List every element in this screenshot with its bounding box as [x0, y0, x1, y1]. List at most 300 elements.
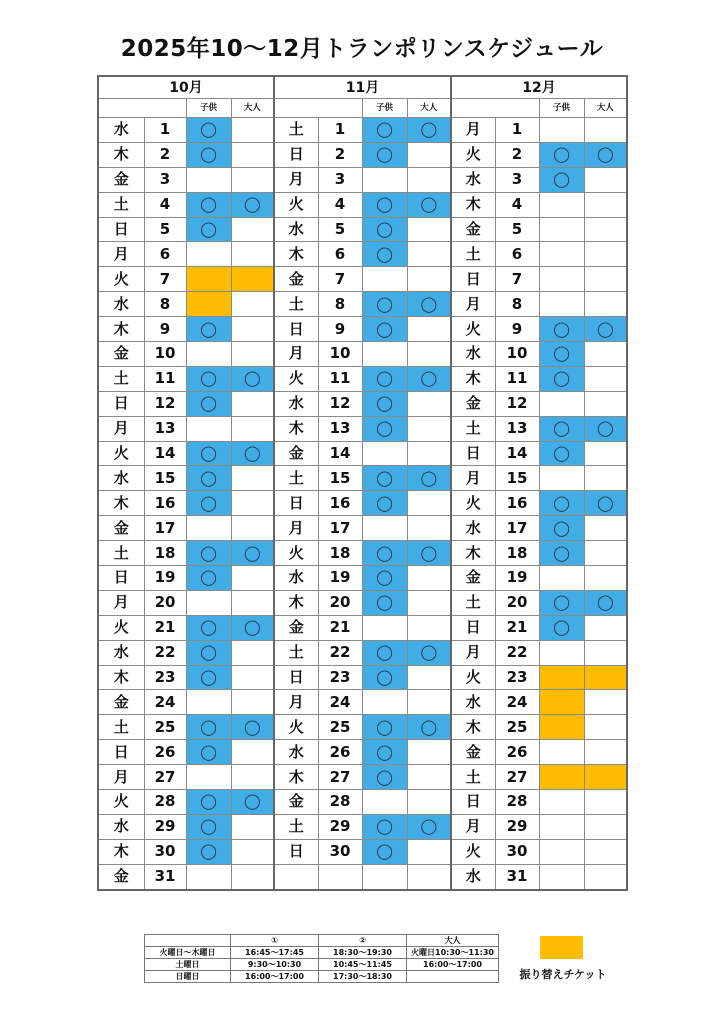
weekday-cell: 土: [98, 192, 144, 217]
date-cell: 14: [318, 441, 362, 466]
weekday-cell: 月: [98, 765, 144, 790]
date-cell: 9: [318, 317, 362, 342]
date-cell: 25: [495, 715, 539, 740]
kids-slot-open: ◯: [186, 466, 231, 491]
date-cell: 20: [495, 590, 539, 615]
date-cell: 3: [144, 167, 186, 192]
weekday-cell: 木: [274, 242, 318, 267]
adults-slot: [231, 516, 274, 541]
kids-slot-open: ◯: [362, 466, 407, 491]
adults-slot: [584, 342, 627, 367]
weekday-cell: 月: [451, 814, 495, 839]
weekday-cell: 月: [451, 118, 495, 143]
time-table-cell: 土曜日: [145, 959, 231, 971]
schedule-table: [97, 75, 628, 891]
weekday-cell: 土: [451, 416, 495, 441]
weekday-cell: 水: [274, 740, 318, 765]
weekday-cell: 土: [98, 541, 144, 566]
date-cell: 23: [495, 665, 539, 690]
time-table-header: [145, 935, 499, 947]
date-cell: 13: [318, 416, 362, 441]
adults-slot: [584, 516, 627, 541]
date-cell: 18: [144, 541, 186, 566]
adults-slot-open: ◯: [407, 292, 451, 317]
kids-slot-open: ◯: [362, 118, 407, 143]
weekday-cell: 木: [451, 715, 495, 740]
date-cell: 21: [144, 615, 186, 640]
date-cell: 1: [144, 118, 186, 143]
date-cell: 28: [495, 790, 539, 815]
page-title: 2025年10〜12月トランポリンスケジュール: [120, 36, 604, 62]
adults-slot: [584, 267, 627, 292]
day-row: [98, 167, 627, 192]
adults-slot: [231, 740, 274, 765]
weekday-cell: 水: [451, 864, 495, 889]
weekday-cell: 日: [451, 790, 495, 815]
kids-slot: [186, 516, 231, 541]
weekday-cell: 金: [451, 217, 495, 242]
weekday-cell: 土: [451, 765, 495, 790]
adults-slot: [231, 640, 274, 665]
kids-slot-open: ◯: [186, 118, 231, 143]
date-cell: 5: [495, 217, 539, 242]
kids-slot-open: ◯: [186, 391, 231, 416]
adults-slot: [584, 292, 627, 317]
time-table-cell: 16:00〜17:00: [407, 959, 499, 971]
adults-slot: [407, 615, 451, 640]
kids-slot-open: ◯: [362, 566, 407, 591]
weekday-cell: 月: [451, 640, 495, 665]
weekday-cell: 火: [451, 665, 495, 690]
weekday-cell: 日: [274, 839, 318, 864]
adults-slot: [584, 466, 627, 491]
adults-slot: [407, 342, 451, 367]
weekday-cell: 日: [451, 615, 495, 640]
date-cell: 7: [495, 267, 539, 292]
weekday-cell: 水: [274, 391, 318, 416]
adults-slot-transfer: [231, 267, 274, 292]
sub-header-blank: [451, 99, 539, 118]
kids-slot-transfer: [539, 765, 584, 790]
date-cell: 8: [144, 292, 186, 317]
kids-slot-open: ◯: [362, 715, 407, 740]
date-cell: 27: [318, 765, 362, 790]
kids-slot-open: ◯: [362, 814, 407, 839]
weekday-cell: 月: [451, 466, 495, 491]
weekday-cell: 木: [98, 142, 144, 167]
weekday-cell: 月: [274, 690, 318, 715]
adults-slot: [231, 839, 274, 864]
date-cell: 5: [144, 217, 186, 242]
weekday-cell: 火: [98, 615, 144, 640]
weekday-cell: 土: [98, 366, 144, 391]
date-cell: 9: [495, 317, 539, 342]
day-row: [98, 640, 627, 665]
month-header: 12月: [451, 76, 627, 99]
adults-header: 大人: [231, 99, 274, 118]
date-cell: 19: [318, 566, 362, 591]
time-table-cell: [407, 971, 499, 983]
transfer-ticket-label: 振り替えチケット: [519, 968, 607, 981]
sub-header-blank: [98, 99, 186, 118]
kids-slot-open: ◯: [362, 142, 407, 167]
time-table-head-cell: ①: [231, 935, 319, 947]
kids-slot: [186, 765, 231, 790]
time-table-cell: 日曜日: [145, 971, 231, 983]
date-cell: 28: [318, 790, 362, 815]
day-row: [98, 267, 627, 292]
kids-slot-open: ◯: [362, 740, 407, 765]
date-cell: 18: [318, 541, 362, 566]
kids-slot: [539, 242, 584, 267]
weekday-cell: 金: [98, 516, 144, 541]
day-row: [98, 814, 627, 839]
kids-slot-open: ◯: [539, 541, 584, 566]
kids-slot-open: ◯: [539, 366, 584, 391]
adults-slot: [407, 790, 451, 815]
adults-slot: [231, 142, 274, 167]
kids-slot-open: ◯: [186, 192, 231, 217]
weekday-cell: 木: [274, 765, 318, 790]
weekday-cell: 日: [274, 665, 318, 690]
kids-slot: [362, 690, 407, 715]
date-cell: 11: [318, 366, 362, 391]
weekday-cell: 火: [274, 366, 318, 391]
weekday-cell: 日: [451, 441, 495, 466]
day-row: [98, 466, 627, 491]
date-cell: 29: [144, 814, 186, 839]
weekday-cell: 水: [451, 167, 495, 192]
kids-slot: [539, 391, 584, 416]
adults-slot: [231, 690, 274, 715]
kids-slot-open: ◯: [186, 566, 231, 591]
weekday-cell: 金: [451, 566, 495, 591]
day-row: [98, 441, 627, 466]
kids-slot: [539, 192, 584, 217]
adults-slot: [584, 217, 627, 242]
date-cell: 15: [318, 466, 362, 491]
weekday-cell: 日: [98, 217, 144, 242]
adults-slot: [407, 864, 451, 889]
adults-slot-open: ◯: [231, 541, 274, 566]
date-cell: 6: [495, 242, 539, 267]
weekday-cell: 木: [274, 416, 318, 441]
date-cell: 29: [495, 814, 539, 839]
weekday-cell: 月: [98, 416, 144, 441]
kids-slot-open: ◯: [186, 640, 231, 665]
adults-slot-transfer: [584, 765, 627, 790]
weekday-cell: 日: [98, 566, 144, 591]
date-cell: 22: [144, 640, 186, 665]
kids-slot: [539, 814, 584, 839]
adults-slot-open: ◯: [231, 615, 274, 640]
kids-slot: [539, 466, 584, 491]
adults-slot-open: ◯: [231, 366, 274, 391]
time-table-cell: 火曜日〜木曜日: [145, 947, 231, 959]
weekday-cell: 火: [274, 541, 318, 566]
date-cell: 1: [495, 118, 539, 143]
adults-slot: [584, 118, 627, 143]
sub-header-blank: [274, 99, 362, 118]
day-row: [98, 615, 627, 640]
time-table-head-cell: ②: [319, 935, 407, 947]
kids-slot: [539, 790, 584, 815]
date-cell: 26: [144, 740, 186, 765]
adults-slot: [407, 267, 451, 292]
weekday-cell: 木: [451, 366, 495, 391]
weekday-cell: 土: [274, 814, 318, 839]
adults-slot-transfer: [584, 665, 627, 690]
kids-slot: [539, 740, 584, 765]
kids-slot: [186, 590, 231, 615]
adults-slot: [231, 491, 274, 516]
kids-slot-open: ◯: [186, 441, 231, 466]
weekday-cell: 日: [274, 491, 318, 516]
weekday-cell: 火: [98, 267, 144, 292]
date-cell: 11: [144, 366, 186, 391]
adults-slot-open: ◯: [407, 814, 451, 839]
adults-slot: [231, 765, 274, 790]
kids-slot-open: ◯: [362, 839, 407, 864]
weekday-cell: 火: [451, 839, 495, 864]
date-cell: 30: [495, 839, 539, 864]
weekday-cell: 金: [98, 690, 144, 715]
day-row: [98, 118, 627, 143]
weekday-cell: 金: [274, 441, 318, 466]
time-table-cell: 10:45〜11:45: [319, 959, 407, 971]
day-row: [98, 317, 627, 342]
date-cell: 25: [318, 715, 362, 740]
adults-slot-open: ◯: [231, 790, 274, 815]
date-cell: 6: [144, 242, 186, 267]
adults-header: 大人: [584, 99, 627, 118]
kids-slot-open: ◯: [539, 342, 584, 367]
adults-slot: [584, 839, 627, 864]
adults-slot: [407, 839, 451, 864]
weekday-cell: 月: [274, 167, 318, 192]
time-table-cell: 16:45〜17:45: [231, 947, 319, 959]
adults-slot: [231, 342, 274, 367]
adults-slot-open: ◯: [584, 491, 627, 516]
adults-slot: [407, 167, 451, 192]
kids-slot: [539, 267, 584, 292]
adults-slot: [584, 242, 627, 267]
adults-slot: [231, 590, 274, 615]
date-cell: 7: [144, 267, 186, 292]
weekday-cell: 日: [274, 317, 318, 342]
date-cell: 14: [495, 441, 539, 466]
kids-slot-open: ◯: [186, 790, 231, 815]
date-cell: 12: [144, 391, 186, 416]
kids-slot-open: ◯: [186, 541, 231, 566]
adults-slot: [584, 366, 627, 391]
weekday-cell: 金: [274, 790, 318, 815]
day-row: [98, 665, 627, 690]
date-cell: 23: [318, 665, 362, 690]
date-cell: 24: [144, 690, 186, 715]
weekday-cell: 火: [274, 715, 318, 740]
adults-slot: [584, 391, 627, 416]
weekday-cell: 日: [98, 391, 144, 416]
time-table-head-cell: [145, 935, 231, 947]
date-cell: 26: [495, 740, 539, 765]
date-cell: 10: [318, 342, 362, 367]
date-cell: 25: [144, 715, 186, 740]
adults-slot: [407, 740, 451, 765]
adults-slot-open: ◯: [407, 118, 451, 143]
date-cell: 22: [318, 640, 362, 665]
adults-slot-open: ◯: [407, 541, 451, 566]
date-cell: 16: [495, 491, 539, 516]
time-table-cell: 18:30〜19:30: [319, 947, 407, 959]
weekday-cell: 火: [98, 790, 144, 815]
adults-slot-open: ◯: [407, 366, 451, 391]
date-cell: 10: [495, 342, 539, 367]
date-cell: [318, 864, 362, 889]
kids-slot: [186, 167, 231, 192]
date-cell: 30: [144, 839, 186, 864]
kids-slot-open: ◯: [362, 366, 407, 391]
adults-slot: [584, 441, 627, 466]
date-cell: 10: [144, 342, 186, 367]
kids-slot-open: ◯: [539, 317, 584, 342]
date-cell: 22: [495, 640, 539, 665]
date-cell: 31: [144, 864, 186, 889]
kids-slot-open: ◯: [186, 814, 231, 839]
date-cell: 12: [318, 391, 362, 416]
kids-slot-transfer: [539, 665, 584, 690]
adults-slot: [584, 541, 627, 566]
weekday-cell: 金: [98, 342, 144, 367]
weekday-cell: 金: [274, 615, 318, 640]
kids-slot-open: ◯: [186, 740, 231, 765]
adults-slot-open: ◯: [231, 192, 274, 217]
date-cell: 1: [318, 118, 362, 143]
kids-slot: [539, 839, 584, 864]
time-table-cell: 9:30〜10:30: [231, 959, 319, 971]
kids-slot-open: ◯: [362, 416, 407, 441]
adults-slot: [407, 441, 451, 466]
kids-slot: [539, 864, 584, 889]
kids-slot-open: ◯: [362, 665, 407, 690]
kids-slot-open: ◯: [362, 317, 407, 342]
weekday-cell: 木: [98, 839, 144, 864]
adults-slot: [584, 615, 627, 640]
kids-slot: [539, 292, 584, 317]
weekday-cell: 土: [451, 242, 495, 267]
adults-slot: [407, 491, 451, 516]
date-cell: 29: [318, 814, 362, 839]
kids-slot: [362, 167, 407, 192]
adults-slot: [584, 566, 627, 591]
date-cell: 14: [144, 441, 186, 466]
adults-slot: [231, 864, 274, 889]
date-cell: 16: [144, 491, 186, 516]
kids-slot: [186, 242, 231, 267]
day-row: [98, 342, 627, 367]
kids-slot-open: ◯: [186, 217, 231, 242]
adults-slot: [407, 516, 451, 541]
day-row: [98, 690, 627, 715]
kids-slot-open: ◯: [186, 317, 231, 342]
adults-slot: [231, 167, 274, 192]
day-row: [98, 740, 627, 765]
kids-slot-open: ◯: [539, 491, 584, 516]
day-row: [98, 715, 627, 740]
weekday-cell: 土: [274, 640, 318, 665]
adults-slot: [407, 566, 451, 591]
date-cell: 31: [495, 864, 539, 889]
date-cell: 19: [144, 566, 186, 591]
adults-slot: [584, 715, 627, 740]
adults-slot: [231, 814, 274, 839]
kids-slot-open: ◯: [362, 292, 407, 317]
kids-slot-open: ◯: [539, 167, 584, 192]
adults-slot: [584, 864, 627, 889]
date-cell: 30: [318, 839, 362, 864]
kids-slot: [362, 864, 407, 889]
weekday-cell: 水: [451, 516, 495, 541]
date-cell: 21: [495, 615, 539, 640]
kids-slot-open: ◯: [186, 142, 231, 167]
transfer-ticket-swatch: [540, 936, 583, 959]
day-row: [98, 142, 627, 167]
adults-slot-open: ◯: [584, 590, 627, 615]
adults-slot: [407, 690, 451, 715]
kids-slot: [362, 790, 407, 815]
date-cell: 9: [144, 317, 186, 342]
weekday-cell: 木: [98, 665, 144, 690]
adults-slot-open: ◯: [231, 715, 274, 740]
day-row: [98, 192, 627, 217]
kids-slot-open: ◯: [186, 839, 231, 864]
date-cell: 17: [144, 516, 186, 541]
date-cell: 19: [495, 566, 539, 591]
date-cell: 7: [318, 267, 362, 292]
day-row: [98, 566, 627, 591]
weekday-cell: 日: [274, 142, 318, 167]
kids-slot: [539, 640, 584, 665]
adults-slot-open: ◯: [407, 466, 451, 491]
kids-slot-open: ◯: [362, 765, 407, 790]
adults-header: 大人: [407, 99, 451, 118]
kids-slot-open: ◯: [186, 366, 231, 391]
kids-slot-open: ◯: [362, 192, 407, 217]
kids-slot-open: ◯: [362, 640, 407, 665]
adults-slot: [231, 391, 274, 416]
weekday-cell: 月: [274, 342, 318, 367]
day-row: [98, 416, 627, 441]
weekday-cell: 金: [451, 391, 495, 416]
weekday-cell: 土: [274, 292, 318, 317]
weekday-cell: 土: [274, 466, 318, 491]
weekday-cell: 日: [98, 740, 144, 765]
adults-slot: [407, 416, 451, 441]
day-row: [98, 217, 627, 242]
weekday-cell: 水: [274, 566, 318, 591]
adults-slot: [231, 665, 274, 690]
date-cell: 20: [318, 590, 362, 615]
adults-slot: [231, 242, 274, 267]
adults-slot: [584, 740, 627, 765]
date-cell: 23: [144, 665, 186, 690]
kids-slot-open: ◯: [186, 491, 231, 516]
weekday-cell: 水: [451, 342, 495, 367]
date-cell: 5: [318, 217, 362, 242]
kids-slot-transfer: [186, 292, 231, 317]
month-header: 11月: [274, 76, 451, 99]
adults-slot-open: ◯: [584, 317, 627, 342]
